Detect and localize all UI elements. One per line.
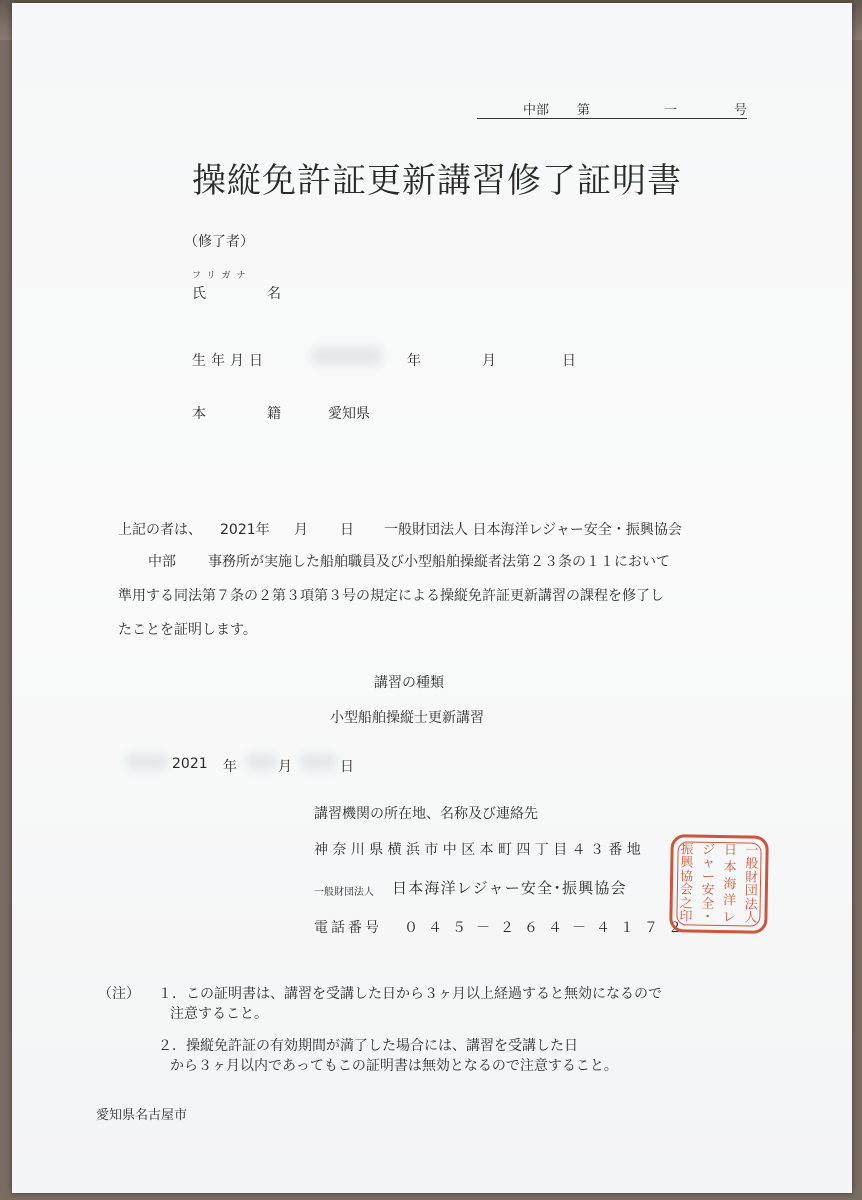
name-label-shi: 氏 <box>192 286 206 302</box>
statement-line-3: 準用する同法第７条の２第３項第３号の規定による操縦免許証更新講習の課程を修了し <box>118 588 664 604</box>
seal-glyph: 全 <box>701 896 715 912</box>
seal-glyph: 日 <box>723 843 738 859</box>
note-1-line-1: １．この証明書は、講習を受講した日から３ヶ月以上経過すると無効になるので <box>158 986 662 1002</box>
seal-glyph: 一 <box>745 843 759 859</box>
recipient-heading: （修了者） <box>184 234 254 250</box>
statement-day: 日 <box>340 522 354 538</box>
issue-month: 月 <box>278 759 292 775</box>
seal-glyph: 人 <box>744 910 758 926</box>
seal-glyph: 般 <box>745 856 759 873</box>
seal-glyph: レ <box>722 910 736 926</box>
statement-prefix: 上記の者は、 <box>118 522 202 538</box>
statement-month: 月 <box>294 522 308 538</box>
organization-seal <box>669 834 769 934</box>
redacted-issue-day <box>300 753 336 771</box>
statement-line-2: 事務所が実施した船舶職員及び小型船舶操縦者法第２３条の１１において <box>208 554 670 570</box>
seal-glyph: 本 <box>723 859 737 876</box>
domicile-label-seki: 籍 <box>267 406 281 422</box>
notes-label: （注） <box>98 986 140 1002</box>
issue-day: 日 <box>340 759 354 775</box>
domicile-label-hon: 本 <box>192 406 206 422</box>
birth-day: 日 <box>562 353 576 369</box>
note-2-line-2: から３ヶ月以内であってもこの証明書は無効となるので注意すること。 <box>170 1058 618 1074</box>
seal-glyph: 之 <box>679 895 693 912</box>
seal-glyph: 法 <box>744 897 758 913</box>
seal-characters <box>678 843 759 924</box>
seal-glyph: 団 <box>744 883 758 899</box>
birth-label: 生年月日 <box>192 353 268 369</box>
redacted-issue-month <box>247 753 277 771</box>
redacted-birth-year <box>312 346 382 366</box>
name-furigana: フリガナ <box>192 271 252 281</box>
seal-glyph: 印 <box>679 909 693 925</box>
birth-month: 月 <box>482 353 496 369</box>
statement-organization: 一般財団法人 日本海洋レジャー安全・振興協会 <box>384 522 682 538</box>
serial-underline <box>477 118 747 119</box>
birth-year: 年 <box>407 353 421 369</box>
seal-column <box>678 843 694 923</box>
seal-glyph: ジ <box>702 842 716 858</box>
serial-dai: 第 <box>577 103 591 118</box>
serial-number: 一 <box>664 103 678 118</box>
issue-nen: 年 <box>223 759 237 775</box>
note-1-line-2: 注意すること。 <box>170 1006 268 1022</box>
domicile-value: 愛知県 <box>328 406 370 422</box>
seal-glyph: 海 <box>723 876 737 892</box>
seal-glyph: 会 <box>679 882 694 898</box>
course-value: 小型船舶操縦士更新講習 <box>330 710 484 726</box>
seal-column <box>700 844 716 924</box>
note-2-line-1: ２．操縦免許証の有効期間が満了した場合には、講習を受講した日 <box>158 1038 578 1054</box>
seal-glyph: 振 <box>680 842 694 858</box>
issuer-heading: 講習機関の所在地、名称及び連絡先 <box>314 806 538 822</box>
seal-column <box>743 844 759 924</box>
seal-glyph: 安 <box>701 882 715 899</box>
seal-glyph: ー <box>701 869 715 885</box>
footer-city: 愛知県名古屋市 <box>96 1108 188 1123</box>
course-heading: 講習の種類 <box>374 675 444 691</box>
redacted-era <box>127 753 167 771</box>
serial-office: 中部 <box>523 103 550 118</box>
serial-go: 号 <box>734 103 748 118</box>
seal-glyph: 財 <box>744 870 759 886</box>
statement-line-4: たことを証明します。 <box>118 622 257 638</box>
issue-year: 2021 <box>172 756 208 772</box>
name-label-mei: 名 <box>267 286 281 302</box>
seal-column <box>722 844 738 924</box>
issuer-address: 神奈川県横浜市中区本町四丁目４３番地 <box>314 842 646 858</box>
issuer-phone: ０４５－２６４－４１７２ <box>404 920 692 936</box>
seal-glyph: 興 <box>680 855 694 871</box>
statement-year: 2021年 <box>220 522 270 538</box>
document-title: 操縦免許証更新講習修了証明書 <box>192 161 682 201</box>
seal-glyph: ・ <box>700 909 715 925</box>
seal-glyph: 協 <box>679 869 694 885</box>
statement-branch: 中部 <box>148 554 176 570</box>
certificate-paper <box>12 3 852 1193</box>
issuer-phone-label: 電話番号 <box>314 920 382 936</box>
seal-glyph: ャ <box>701 856 716 872</box>
issuer-org-name: 日本海洋レジャー安全･振興協会 <box>392 879 627 897</box>
seal-glyph: 洋 <box>722 893 737 909</box>
issuer-org-prefix: 一般財団法人 <box>314 887 374 898</box>
